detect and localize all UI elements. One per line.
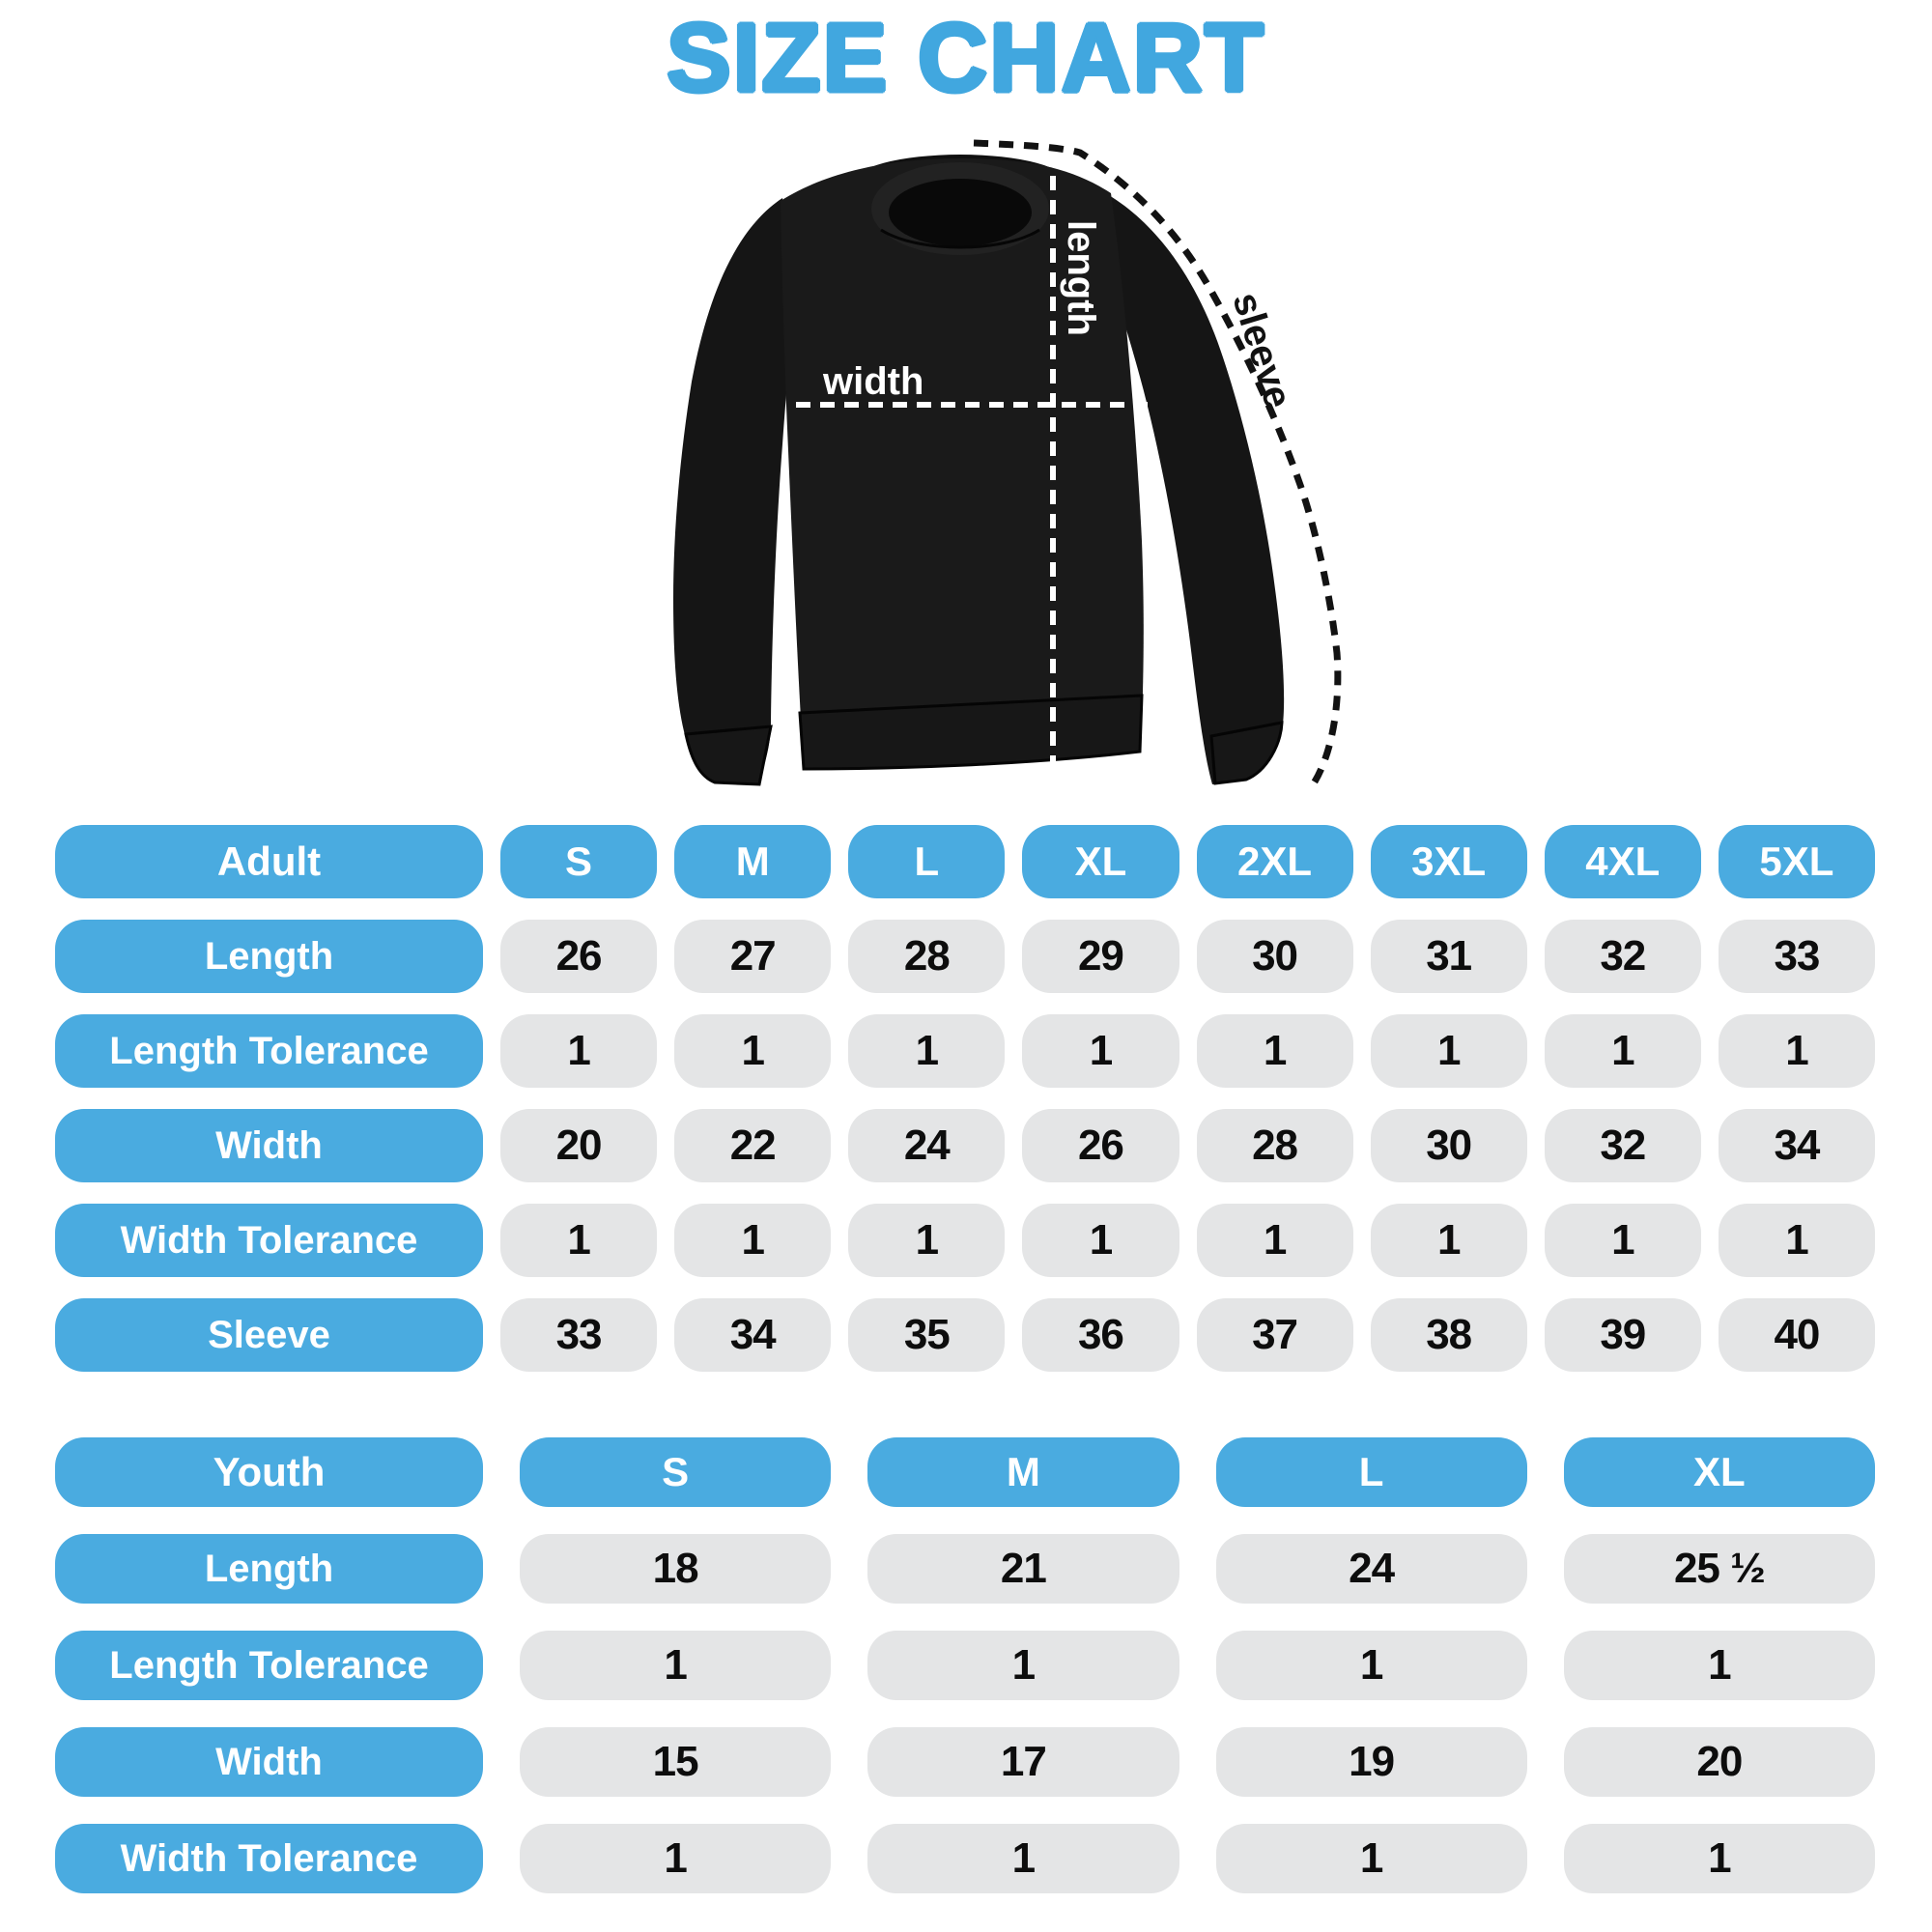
size-value-cell: 19 [1216,1727,1527,1797]
size-value-cell: 1 [1719,1204,1875,1277]
size-value-cell: 22 [674,1109,831,1182]
size-value-cell: 1 [1022,1014,1179,1088]
size-column-header: 5XL [1719,825,1875,898]
size-value-cell: 1 [867,1631,1179,1700]
size-value-cell: 38 [1371,1298,1527,1372]
size-value-cell: 20 [500,1109,657,1182]
size-value-cell: 1 [1564,1631,1875,1700]
size-value-cell: 30 [1197,920,1353,993]
size-value-cell: 1 [500,1014,657,1088]
size-value-cell: 34 [1719,1109,1875,1182]
size-column-header: XL [1022,825,1179,898]
size-value-cell: 1 [520,1824,831,1893]
size-column-header: S [520,1437,831,1507]
table-title-cell: Youth [55,1437,483,1507]
row-label: Width [55,1727,483,1797]
youth-size-table [55,1437,1875,1893]
row-label: Width [55,1109,483,1182]
size-value-cell: 37 [1197,1298,1353,1372]
left-sleeve [673,198,800,784]
size-value-cell: 17 [867,1727,1179,1797]
size-value-cell: 25 ½ [1564,1534,1875,1604]
size-value-cell: 1 [1216,1824,1527,1893]
row-label: Length Tolerance [55,1014,483,1088]
size-value-cell: 24 [848,1109,1005,1182]
size-value-cell: 1 [1545,1014,1701,1088]
size-value-cell: 1 [1216,1631,1527,1700]
table-title-cell: Adult [55,825,483,898]
size-value-cell: 1 [520,1631,831,1700]
size-column-header: 4XL [1545,825,1701,898]
size-value-cell: 40 [1719,1298,1875,1372]
size-value-cell: 31 [1371,920,1527,993]
size-value-cell: 28 [1197,1109,1353,1182]
size-column-header: S [500,825,657,898]
size-value-cell: 29 [1022,920,1179,993]
size-value-cell: 32 [1545,920,1701,993]
size-column-header: L [848,825,1005,898]
size-value-cell: 1 [1371,1204,1527,1277]
size-value-cell: 28 [848,920,1005,993]
size-value-cell: 1 [1564,1824,1875,1893]
size-value-cell: 26 [500,920,657,993]
size-value-cell: 36 [1022,1298,1179,1372]
size-value-cell: 18 [520,1534,831,1604]
row-label: Sleeve [55,1298,483,1372]
adult-size-table [55,825,1875,1372]
size-value-cell: 20 [1564,1727,1875,1797]
size-column-header: M [867,1437,1179,1507]
size-column-header: XL [1564,1437,1875,1507]
size-value-cell: 1 [1719,1014,1875,1088]
size-column-header: 2XL [1197,825,1353,898]
size-value-cell: 21 [867,1534,1179,1604]
size-value-cell: 32 [1545,1109,1701,1182]
size-value-cell: 30 [1371,1109,1527,1182]
row-label: Width Tolerance [55,1204,483,1277]
size-value-cell: 1 [500,1204,657,1277]
width-label: width [823,360,924,403]
size-value-cell: 1 [1545,1204,1701,1277]
size-value-cell: 1 [1197,1014,1353,1088]
sweatshirt-diagram [541,116,1391,811]
sweatshirt-svg [541,116,1391,811]
size-value-cell: 27 [674,920,831,993]
collar-opening [889,179,1032,246]
size-value-cell: 34 [674,1298,831,1372]
row-label: Width Tolerance [55,1824,483,1893]
size-value-cell: 26 [1022,1109,1179,1182]
size-value-cell: 1 [674,1014,831,1088]
size-value-cell: 1 [1022,1204,1179,1277]
row-label: Length [55,1534,483,1604]
size-value-cell: 35 [848,1298,1005,1372]
size-value-cell: 1 [1371,1014,1527,1088]
size-value-cell: 1 [848,1204,1005,1277]
size-value-cell: 24 [1216,1534,1527,1604]
size-value-cell: 1 [867,1824,1179,1893]
page-title: SIZE CHART [667,4,1265,112]
size-column-header: M [674,825,831,898]
size-column-header: 3XL [1371,825,1527,898]
left-cuff [686,726,771,784]
row-label: Length [55,920,483,993]
size-value-cell: 1 [674,1204,831,1277]
size-value-cell: 1 [848,1014,1005,1088]
sleeve-label: sleeve [1224,287,1300,413]
size-value-cell: 33 [500,1298,657,1372]
size-column-header: L [1216,1437,1527,1507]
size-value-cell: 39 [1545,1298,1701,1372]
size-value-cell: 1 [1197,1204,1353,1277]
size-value-cell: 33 [1719,920,1875,993]
length-label: length [1060,220,1102,336]
size-value-cell: 15 [520,1727,831,1797]
row-label: Length Tolerance [55,1631,483,1700]
